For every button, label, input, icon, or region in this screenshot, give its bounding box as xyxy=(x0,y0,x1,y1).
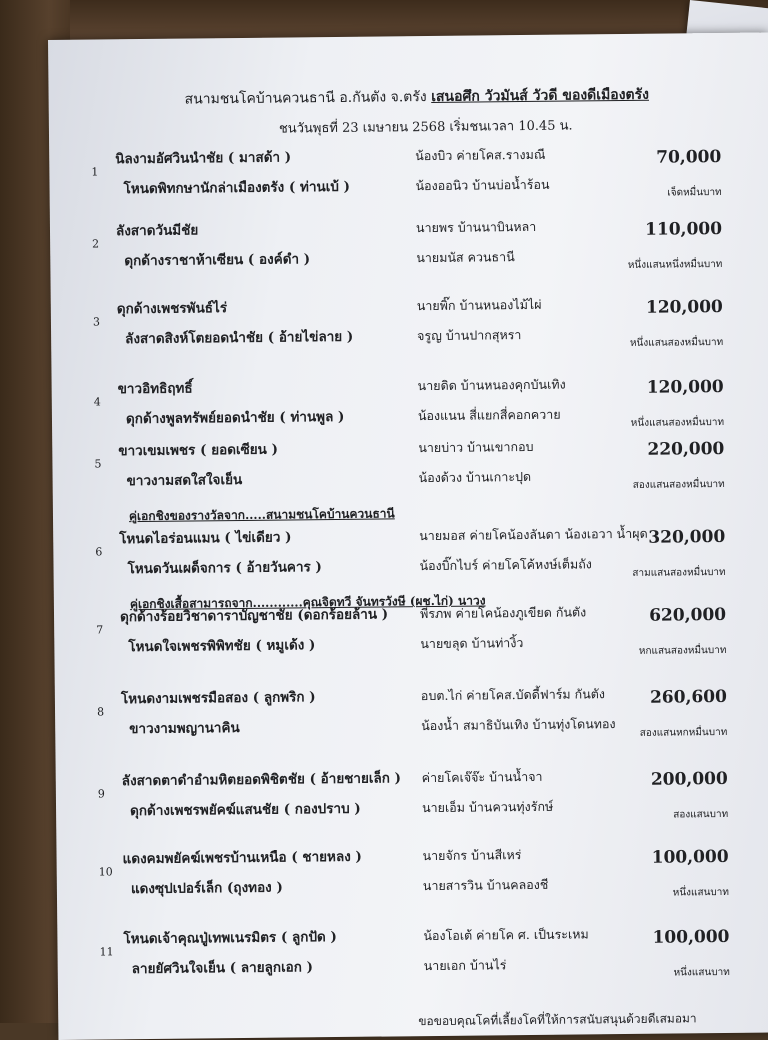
owner-a-name: น้องโอเต้ ค่ายโค ศ. เป็นระเหม xyxy=(423,926,589,944)
event-title: เสนอศึก วัวมันส์ วัวดี ของดีเมืองตรัง xyxy=(431,86,650,105)
match-entry xyxy=(56,762,768,821)
prize-amount-words: สามแสนสองหมื่นบาท xyxy=(632,566,726,579)
match-entry xyxy=(57,920,768,979)
bull-b-name: ลังสาดสิงห์โตยอดนำชัย ( อ้ายไข่ลาย ) xyxy=(125,328,354,348)
prize-amount-words: หนึ่งแสนบาท xyxy=(672,886,730,899)
bull-a-name: ขาวอิทธิฤทธิ์ xyxy=(117,380,193,398)
document-header xyxy=(185,84,650,111)
bull-b-name: ขาวงามพญานาคิน xyxy=(129,720,240,738)
prize-amount: 320,000 xyxy=(648,526,726,548)
prize-amount-words: หนึ่งแสนสองหมื่นบาท xyxy=(629,336,724,349)
owner-b-name: น้องด้วง บ้านเกาะปุด xyxy=(418,468,532,486)
bull-b-name: โหนดพิทกษานักล่าเมืองตรัง ( ท่านเบ้ ) xyxy=(123,178,351,198)
prize-amount-words: สองแสนบาท xyxy=(673,808,729,821)
prize-amount-words: สองแสนหกหมื่นบาท xyxy=(639,726,728,739)
bull-b-name: โหนดใจเพชรพิพิทชัย ( หมูเด้ง ) xyxy=(128,637,316,656)
owner-b-name: นายขลุด บ้านท่างิ้ว xyxy=(420,635,524,652)
prize-amount: 200,000 xyxy=(650,768,728,790)
prize-amount: 620,000 xyxy=(649,604,727,626)
owner-a-name: ค่ายโคเจ๊จ๊ะ บ้านน้ำจา xyxy=(421,768,543,786)
prize-amount: 110,000 xyxy=(645,218,723,240)
owner-a-name: นายบ่าว บ้านเขากอบ xyxy=(418,438,534,456)
match-number: 3 xyxy=(92,315,101,329)
match-number: 8 xyxy=(96,705,105,719)
owner-a-name: พีรภพ ค่ายโคน้องภูเขียด กันตัง xyxy=(419,604,587,622)
prize-amount: 220,000 xyxy=(647,438,725,460)
bull-a-name: โหนดไอร่อนแมน ( ไข่เดียว ) xyxy=(119,529,292,548)
match-number: 1 xyxy=(91,165,99,179)
prize-amount: 120,000 xyxy=(646,376,724,398)
match-entry xyxy=(56,840,768,899)
owner-b-name: จรูญ บ้านปากสุหรา xyxy=(417,327,522,344)
match-number: 4 xyxy=(93,395,101,409)
bull-b-name: ลายยัศวินใจเย็น ( ลายลูกเอก ) xyxy=(131,959,314,978)
owner-b-name: น้องบิ๊กไบร์ ค่ายโคโค้หงษ์เต็มถัง xyxy=(419,556,592,574)
bull-b-name: ขาวงามสดใสใจเย็น xyxy=(126,471,243,490)
prize-amount: 260,600 xyxy=(649,686,728,708)
owner-a-name: นายพร บ้านนาบินหลา xyxy=(415,218,537,236)
match-number: 10 xyxy=(98,865,113,879)
prize-amount-words: หนึ่งแสนบาท xyxy=(673,966,730,979)
owner-b-name: น้องแนน สี่แยกสี่คอกควาย xyxy=(417,406,561,424)
bull-a-name: ลังสาดวันมีชัย xyxy=(115,222,199,240)
owner-b-name: น้องออนิว บ้านบ่อน้ำร้อน xyxy=(415,176,550,194)
bull-a-name: โหนดงามเพชรมือสอง ( ลูกพริก ) xyxy=(120,689,316,708)
owner-a-name: นายจักร บ้านสีเหร่ xyxy=(422,847,522,864)
prize-amount: 70,000 xyxy=(656,146,722,168)
prize-amount-words: หนึ่งแสนหนึ่งหมื่นบาท xyxy=(627,258,723,271)
prize-amount: 100,000 xyxy=(651,846,729,868)
match-entry xyxy=(55,680,768,739)
bull-a-name: ขาวเขมเพชร ( ยอดเซียน ) xyxy=(118,441,279,460)
prize-amount-words: เจ็ดหมื่นบาท xyxy=(667,186,722,199)
owner-a-name: นายดิด บ้านหนองคุกบันเทิง xyxy=(417,376,566,394)
owner-b-name: นายเอก บ้านไร่ xyxy=(423,957,507,974)
prize-amount-words: สองแสนสองหมื่นบาท xyxy=(632,478,725,491)
match-entry xyxy=(49,140,768,199)
owner-b-name: นายเอ็ม บ้านควนทุ่งรักษ์ xyxy=(421,798,554,816)
bull-a-name: ดุกด้างร้อยวิชาดาราบัญชาชัย (ดอกร้อยล้าน ) xyxy=(119,606,389,626)
bull-a-name: ดุกด้างเพชรพันธ์ไร่ xyxy=(116,300,228,318)
match-number: 7 xyxy=(96,623,104,637)
event-date-time: ชนวันพุธที่ 23 เมษายน 2568 เริ่มชนเวลา 10.45 น. xyxy=(278,118,573,137)
bull-a-name: นิลงามอัศวินนำชัย ( มาสด้า ) xyxy=(115,149,292,168)
owner-b-name: น้องน้ำ สมาธิบันเทิง บ้านทุ่งโดนทอง xyxy=(421,716,616,734)
owner-a-name: นายมอส ค่ายโคน้องลันดา น้องเอวา น้ำผุด xyxy=(419,525,648,544)
bull-a-name: แดงคมพยัคฆ์เพชรบ้านเหนือ ( ชายหลง ) xyxy=(122,848,362,868)
prize-amount: 120,000 xyxy=(645,296,723,318)
match-note: คู่เอกชิงเสื้อสามารถจาก............คุณจิดทวี จันทรวังษี (ผช.ไก่) นาวง xyxy=(129,593,486,612)
match-number: 5 xyxy=(94,457,102,471)
bull-a-name: ลังสาดตาดำอำมหิตยอดพิชิตชัย ( อ้ายชายเล็ก ) xyxy=(121,770,402,790)
footer-text: ขอขอบคุณโคที่เลี้ยงโคที่ให้การสนับสนุนด้วยดีเสมอมา xyxy=(418,1011,697,1029)
owner-a-name: อบต.ไก่ ค่ายโคส.บัดดี้ฟาร์ม กันตัง xyxy=(420,686,606,704)
match-number: 11 xyxy=(99,945,114,959)
match-number: 6 xyxy=(95,545,103,559)
prize-amount-words: หนึ่งแสนสองหมื่นบาท xyxy=(630,416,725,429)
bull-b-name: ดุกด้างราชาห้าเซียน ( องค์ดำ ) xyxy=(124,251,311,270)
prize-amount-words: หกแสนสองหมื่นบาท xyxy=(638,644,727,657)
prize-amount: 100,000 xyxy=(652,926,730,948)
match-number: 2 xyxy=(92,237,100,251)
match-entry xyxy=(51,290,768,349)
owner-a-name: น้องบิว ค่ายโคส.รางมณี xyxy=(415,146,546,164)
match-entry xyxy=(52,432,768,524)
match-entry xyxy=(52,370,768,429)
owner-a-name: นายพิ๊ก บ้านหนองไม้ไผ่ xyxy=(416,296,542,314)
bull-a-name: โหนดเจ้าคุณปู่เทพเนรมิตร ( ลูกปัด ) xyxy=(123,929,337,948)
owner-b-name: นายสารวิน บ้านคลองชี xyxy=(422,876,549,894)
match-card-document xyxy=(48,32,768,1039)
bull-b-name: แดงซุปเปอร์เล็ก (ถุงทอง ) xyxy=(130,879,283,898)
match-note: คู่เอกชิงของรางวัลจาก.....สนามชนโคบ้านควนธานี xyxy=(128,506,395,524)
bull-b-name: ดุกด้างพูลทรัพย์ยอดนำชัย ( ท่านพูล ) xyxy=(125,408,345,428)
owner-b-name: นายมนัส ควนธานี xyxy=(416,249,515,266)
bull-b-name: ดุกด้างเพชรพยัคฆ์แสนชัย ( กองปราบ ) xyxy=(129,800,361,820)
bull-b-name: โหนดวันเผด็จการ ( อ้ายวันคาร ) xyxy=(127,559,322,578)
venue-name: สนามชนโคบ้านควนธานี อ.กันตัง จ.ตรัง xyxy=(184,89,427,108)
match-entry xyxy=(50,212,768,271)
match-number: 9 xyxy=(97,787,105,801)
